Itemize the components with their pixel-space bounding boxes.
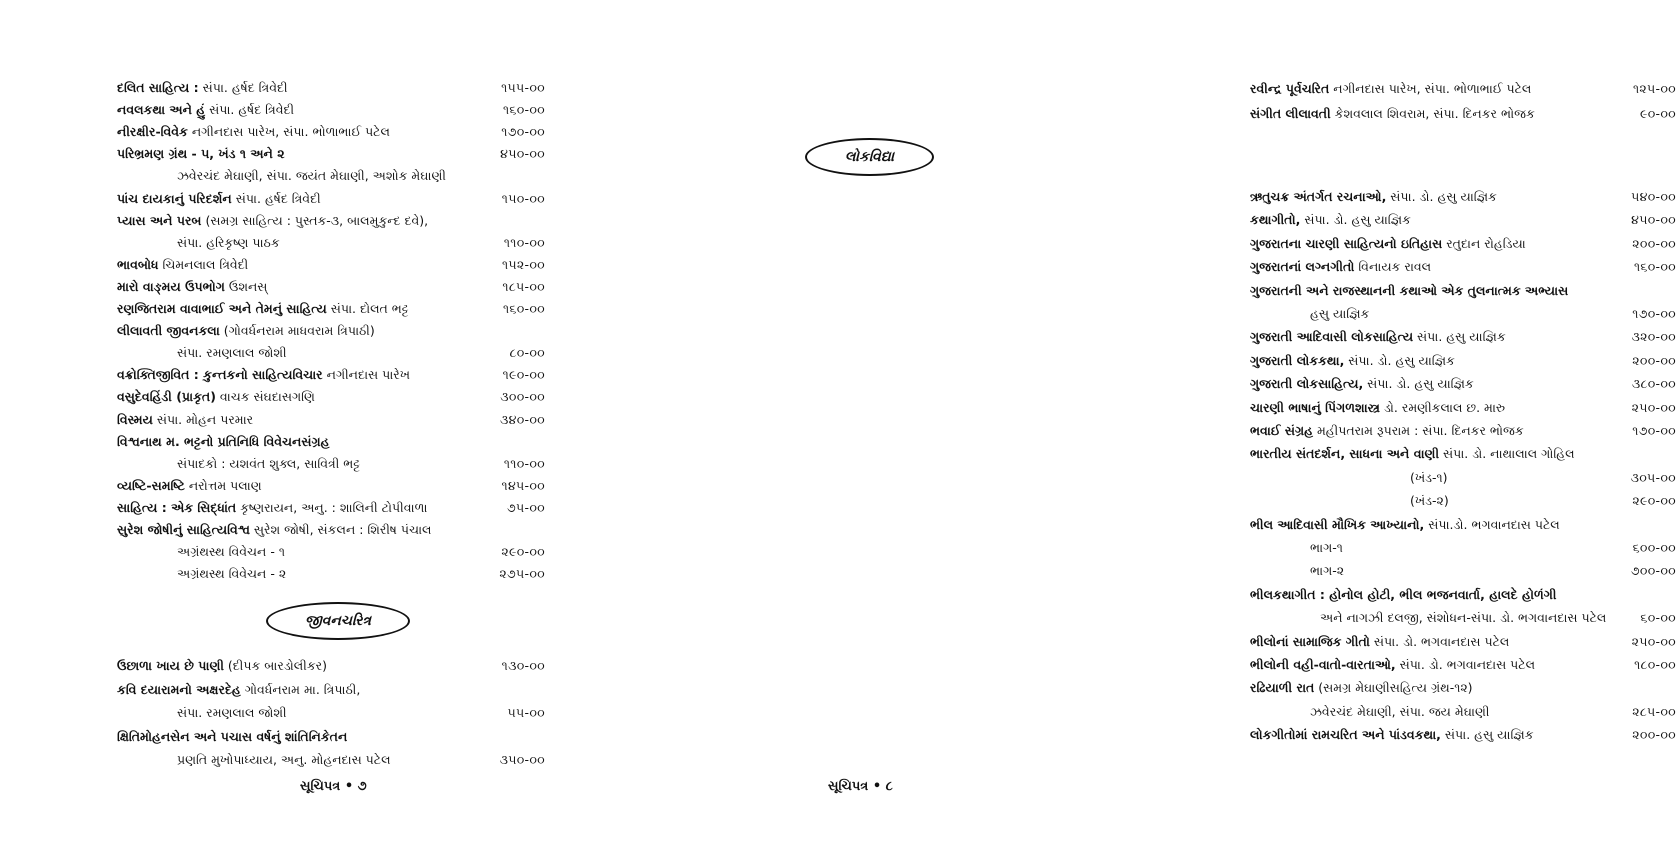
catalog-entry — [117, 142, 545, 166]
entry-text — [117, 76, 288, 100]
entry-text — [117, 748, 391, 772]
entry-price: ૪૫૦-૦૦ — [1631, 212, 1676, 228]
entry-title: વિશ્વનાથ મ. ભટ્ટનો પ્રતિનિધિ વિવેચનસંગ્રહ — [117, 433, 330, 449]
catalog-entry — [117, 363, 545, 387]
catalog-entry — [1250, 513, 1676, 537]
entry-author: સંપા. રમણલાલ જોશી — [177, 705, 287, 720]
entry-author: (દીપક બારડોલીકર) — [223, 658, 328, 673]
catalog-entry — [117, 496, 545, 520]
catalog-entry — [117, 209, 545, 233]
page-footer-left: સૂચિપત્ર • ૭ — [300, 779, 367, 794]
entry-author: સંપા. હરિકૃષ્ણ પાઠક — [177, 234, 280, 250]
catalog-entry — [1250, 653, 1676, 677]
entry-text — [1250, 77, 1531, 101]
entry-price: ૨૦૦-૦૦ — [1632, 352, 1676, 368]
entry-price: ૬૦-૦૦ — [1640, 610, 1676, 626]
entry-price: ૧૧૦-૦૦ — [503, 455, 545, 471]
entry-title: ભીલ આદિવાસી મૌખિક આખ્યાનો, — [1250, 516, 1425, 532]
entry-title: સુરેશ જોષીનું સાહિત્યવિશ્વ — [117, 522, 250, 537]
catalog-entry — [1250, 255, 1676, 279]
entry-price: ૨૯૦-૦૦ — [501, 544, 545, 560]
entry-text — [117, 120, 390, 144]
entry-text — [1250, 349, 1455, 373]
catalog-entry — [1250, 606, 1676, 630]
catalog-entry — [1250, 419, 1676, 443]
catalog-entry — [117, 385, 545, 409]
entry-price: ૫૫-૦૦ — [507, 705, 545, 720]
catalog-entry — [1250, 536, 1676, 560]
entry-text — [117, 209, 428, 233]
entry-author: સુરેશ જોષી, સંકલન : શિરીષ પંચાલ — [249, 522, 432, 537]
entry-title: સંગીત લીલાવતી — [1250, 106, 1331, 121]
entry-text — [117, 231, 280, 255]
entry-author: કૃષ્ણરાયન, અનુ. : શાલિની ટોપીવાળા — [236, 499, 428, 515]
entry-author: નગીનદાસ પારેખ, સંપા. ભોળાભાઈ પટેલ — [187, 124, 390, 140]
entry-author: સંપા. ડો. ભગવાનદાસ પટેલ — [1395, 657, 1536, 672]
entry-title: વિસ્મય — [117, 411, 153, 427]
entry-author: હસુ યાજ્ઞિક — [1310, 306, 1370, 321]
catalog-entry — [117, 253, 545, 277]
entry-author: અને નાગઝી દલજી, સંશોધન-સંપા. ડો. ભગવાનદાસ પટેલ — [1320, 610, 1607, 626]
catalog-entry — [1250, 489, 1676, 513]
entry-title: ગુજરાતની અને રાજસ્થાનની કથાઓ એક તુલનાત્મક અભ્યાસ — [1250, 282, 1569, 298]
entry-author: ચિમનલાલ ત્રિવેદી — [158, 256, 249, 272]
entry-author: ભાગ-૨ — [1310, 563, 1345, 579]
entry-text — [117, 562, 286, 586]
entry-price: ૧૫૫-૦૦ — [501, 80, 545, 95]
entry-text — [1250, 559, 1344, 583]
catalog-entry — [1250, 630, 1676, 654]
catalog-entry — [1250, 723, 1676, 747]
section-heading-label: લોકવિદ્યા — [844, 149, 895, 165]
entry-text — [1250, 279, 1568, 303]
catalog-entry — [117, 748, 545, 772]
entry-text — [117, 275, 267, 299]
entry-text — [117, 385, 315, 409]
entry-price: ૨૫૦-૦૦ — [1631, 399, 1676, 415]
entry-text — [1250, 396, 1505, 420]
entry-text — [117, 452, 360, 476]
entry-text — [117, 701, 287, 725]
entry-text — [117, 654, 327, 678]
entry-author: રતુદાન રોહડિયા — [1442, 235, 1526, 251]
entry-text — [1250, 208, 1411, 232]
entry-text — [117, 142, 285, 166]
catalog-entry — [117, 408, 545, 432]
catalog-entry — [117, 452, 545, 476]
right-page — [600, 0, 1676, 848]
entry-author: મહીપતરામ રૂપરામ : સંપા. દિનકર ભોજક — [1313, 423, 1524, 438]
catalog-entry — [1250, 208, 1676, 232]
catalog-entry — [117, 654, 545, 678]
entry-price: ૧૮૫-૦૦ — [502, 278, 545, 294]
entry-author: સંપા. ડો. હસુ યાજ્ઞિક — [1300, 212, 1411, 228]
entry-price: ૨૮૫-૦૦ — [1632, 703, 1676, 719]
entry-title: ગુજરાતી આદિવાસી લોકસાહિત્ય — [1250, 329, 1414, 345]
catalog-entry — [117, 187, 545, 211]
entry-text — [1250, 466, 1448, 490]
entry-author: સંપાદકો : યશવંત શુક્લ, સાવિત્રી ભટ્ટ — [177, 455, 361, 471]
entry-author: સંપા. હસુ યાજ્ઞિક — [1440, 727, 1534, 743]
entry-title: વસુદેવહિંડી (પ્રાકૃત) — [117, 389, 216, 405]
entry-price: ૨૫૦-૦૦ — [1631, 633, 1676, 649]
entry-text — [117, 474, 262, 498]
entry-price: ૬૦૦-૦૦ — [1632, 540, 1676, 555]
catalog-entry — [117, 341, 545, 365]
catalog-entry — [117, 76, 545, 100]
entry-title: લીલાવતી જીવનકલા — [117, 323, 220, 339]
entry-title: પ્યાસ અને પરબ — [117, 212, 202, 228]
section-heading-label: જીવનચરિત્ર — [305, 613, 371, 629]
entry-text — [1250, 700, 1489, 724]
entry-text — [1250, 676, 1473, 700]
entry-price: ૧૫૦-૦૦ — [501, 190, 545, 206]
catalog-entry — [117, 297, 545, 321]
entry-text — [117, 187, 321, 211]
entry-text — [1250, 102, 1535, 126]
entry-price: ૧૧૦-૦૦ — [503, 234, 545, 250]
catalog-entry — [1250, 349, 1676, 373]
entry-title: દલિત સાહિત્ય : — [117, 80, 199, 95]
catalog-entry — [1250, 372, 1676, 396]
catalog-entry — [1250, 302, 1676, 326]
catalog-entry — [117, 98, 545, 122]
entry-title: ભીલોની વહી-વાતો-વારતાઓ, — [1250, 657, 1396, 672]
entry-price: ૨૭૫-૦૦ — [499, 566, 545, 582]
entry-text — [117, 297, 409, 321]
entry-title: ક્ષિતિમોહનસેન અને પચાસ વર્ષનું શાંતિનિકેતન — [117, 728, 348, 744]
entry-text — [117, 430, 330, 454]
entry-title: રવીન્દ્ર પૂર્વચરિત — [1250, 81, 1330, 96]
entry-price: ૩૫૦-૦૦ — [499, 752, 545, 767]
catalog-entry — [117, 562, 545, 586]
catalog-entry — [1250, 466, 1676, 490]
entry-author: અગ્રંથસ્થ વિવેચન - ૧ — [177, 544, 285, 560]
left-page — [0, 0, 600, 848]
entry-text — [1250, 489, 1449, 513]
catalog-entry — [1250, 442, 1676, 466]
catalog-entry — [1250, 583, 1676, 607]
entry-price: ૭૫-૦૦ — [507, 499, 545, 515]
entry-price: ૩૪૦-૦૦ — [500, 411, 545, 427]
catalog-entry — [117, 725, 545, 749]
catalog-entry — [1250, 77, 1676, 101]
entry-price: ૧૭૦-૦૦ — [501, 124, 545, 140]
entry-text — [117, 253, 248, 277]
catalog-entry — [1250, 559, 1676, 583]
entry-author: સંપા. રમણલાલ જોશી — [177, 345, 287, 361]
entry-price: ૨૦૦-૦૦ — [1632, 727, 1676, 743]
entry-author: અગ્રંથસ્થ વિવેચન - ૨ — [177, 566, 287, 582]
entry-author: (ખંડ-૧) — [1410, 469, 1448, 485]
entry-title: કવિ દયારામનો અક્ષરદેહ — [117, 681, 241, 697]
entry-text — [117, 678, 360, 702]
entry-text — [1250, 723, 1534, 747]
entry-title: નવલકથા અને હું — [117, 102, 206, 118]
entry-title: ભારતીય સંતદર્શન, સાધના અને વાણી — [1250, 446, 1440, 462]
entry-title: વ્યષ્ટિ-સમષ્ટિ — [117, 477, 185, 493]
section-heading-biography — [266, 602, 410, 640]
catalog-entry — [1250, 325, 1676, 349]
catalog-entry — [1250, 396, 1676, 420]
entry-price: ૫૪૦-૦૦ — [1631, 189, 1676, 204]
entry-title: ભાવબોધ — [117, 256, 159, 272]
entry-author: (ગોવર્ધનરામ માધવરામ ત્રિપાઠી) — [219, 323, 375, 339]
entry-text — [1250, 442, 1575, 466]
entry-title: ગુજરાતી લોકસાહિત્ય, — [1250, 376, 1364, 392]
entry-author: સંપા. ડો. હસુ યાજ્ઞિક — [1344, 352, 1455, 368]
entry-text — [1250, 536, 1343, 560]
entry-author: કેશવલાલ શિવરામ, સંપા. દિનકર ભોજક — [1330, 106, 1535, 121]
entry-author: ડો. રમણીકલાલ છ. મારુ — [1379, 399, 1506, 415]
entry-price: ૧૯૦-૦૦ — [502, 367, 545, 383]
entry-author: નરોત્તમ પલાણ — [184, 477, 262, 493]
entry-price: ૧૭૦-૦૦ — [1632, 423, 1676, 438]
entry-text — [117, 540, 285, 564]
entry-text — [117, 319, 375, 343]
entry-price: ૭૦૦-૦૦ — [1630, 563, 1676, 579]
entry-author: ઉશનસ્ — [224, 278, 268, 294]
entry-title: ભવાઈ સંગ્રહ — [1250, 423, 1313, 438]
entry-title: ઋતુચક્ર અંતર્ગત રચનાઓ, — [1250, 189, 1387, 204]
entry-author: ઝવેરચંદ મેઘાણી, સંપા. જયંત મેઘાણી, અશોક મેઘાણી — [177, 168, 446, 184]
entry-text — [117, 496, 427, 520]
catalog-entry — [117, 120, 545, 144]
entry-title: કથાગીતો, — [1250, 212, 1301, 228]
entry-price: ૮૦-૦૦ — [509, 345, 545, 361]
catalog-entry — [117, 474, 545, 498]
catalog-entry — [1250, 279, 1676, 303]
entry-text — [1250, 185, 1497, 209]
entry-text — [117, 363, 410, 387]
entry-price: ૧૬૦-૦૦ — [1633, 259, 1676, 275]
entry-price: ૯૦-૦૦ — [1640, 106, 1676, 121]
entry-text — [1250, 325, 1506, 349]
entry-price: ૪૫૦-૦૦ — [500, 146, 545, 162]
entry-author: સંપા. હર્ષદ ત્રિવેદી — [205, 102, 295, 118]
entry-author: સંપા. ડો. ભગવાનદાસ પટેલ — [1369, 633, 1510, 649]
entry-text — [117, 164, 446, 188]
entry-title: પાંચ દાયકાનું પરિદર્શન — [117, 190, 232, 206]
entry-author: પ્રણતિ મુખોપાધ્યાય, અનુ. મોહનદાસ પટેલ — [177, 752, 391, 767]
entry-title: રઢિયાળી રાત — [1250, 680, 1315, 696]
entry-title: ઉછાળા ખાય છે પાણી — [117, 658, 224, 673]
entry-text — [117, 98, 294, 122]
catalog-entry — [1250, 700, 1676, 724]
catalog-entry — [117, 275, 545, 299]
catalog-entry — [117, 164, 545, 188]
entry-price: ૨૯૦-૦૦ — [1632, 493, 1676, 509]
entry-author: સંપા. ડો. હસુ યાજ્ઞિક — [1363, 376, 1474, 392]
entry-price: ૩૦૦-૦૦ — [500, 389, 545, 405]
entry-text — [1250, 419, 1524, 443]
entry-text — [117, 341, 287, 365]
entry-author: સંપા. દોલત ભટ્ટ — [326, 301, 409, 316]
entry-title: મારો વાઙ્મય ઉપભોગ — [117, 278, 225, 294]
entry-title: ગુજરાતનાં લગ્નગીતો — [1250, 259, 1355, 275]
entry-text — [1250, 302, 1369, 326]
entry-author: (સમગ્ર મેઘાણીસહિત્ય ગ્રંથ-૧૨) — [1314, 680, 1473, 696]
page-footer-right: સૂચિપત્ર • ૮ — [828, 779, 893, 794]
entry-author: નગીનદાસ પારેખ, સંપા. ભોળાભાઈ પટેલ — [1329, 81, 1532, 96]
catalog-entry — [117, 701, 545, 725]
entry-title: નીરક્ષીર-વિવેક — [117, 124, 188, 140]
entry-author: (સમગ્ર સાહિત્ય : પુસ્તક-૩, બાલમુકુન્દ દવે), — [201, 212, 429, 228]
entry-text — [1250, 606, 1606, 630]
entry-author: સંપા. ડો. નાથાલાલ ગોહિલ — [1439, 446, 1575, 462]
entry-title: લોકગીતોમાં રામચરિત અને પાંડવકથા, — [1250, 727, 1441, 743]
catalog-entry — [1250, 185, 1676, 209]
catalog-entry — [117, 540, 545, 564]
entry-text — [1250, 630, 1509, 654]
catalog-entry — [117, 319, 545, 343]
entry-text — [117, 518, 432, 542]
entry-text — [117, 408, 253, 432]
entry-text — [1250, 653, 1535, 677]
entry-text — [117, 725, 347, 749]
entry-price: ૩૮૦-૦૦ — [1631, 376, 1676, 392]
entry-price: ૧૮૦-૦૦ — [1634, 657, 1676, 672]
entry-author: સંપા. ડો. હસુ યાજ્ઞિક — [1386, 189, 1497, 204]
entry-text — [1250, 513, 1560, 537]
entry-price: ૧૭૦-૦૦ — [1632, 306, 1676, 321]
catalog-entry — [1250, 102, 1676, 126]
catalog-entry — [117, 518, 545, 542]
catalog-entry — [1250, 676, 1676, 700]
entry-author: ભાગ-૧ — [1310, 540, 1343, 555]
entry-price: ૩૨૦-૦૦ — [1631, 329, 1676, 345]
entry-author: વિનાયક રાવલ — [1354, 259, 1432, 275]
entry-text — [1250, 583, 1556, 607]
entry-author: સંપા.ડો. ભગવાનદાસ પટેલ — [1424, 516, 1560, 532]
entry-author: સંપા. હસુ યાજ્ઞિક — [1413, 329, 1506, 345]
entry-text — [1250, 255, 1431, 279]
entry-price: ૧૬૦-૦૦ — [502, 102, 545, 118]
entry-price: ૩૦૫-૦૦ — [1630, 469, 1676, 485]
entry-author: ગોવર્ધનરામ મા. ત્રિપાઠી, — [240, 681, 361, 697]
entry-title: ભીલોનાં સામાજિક ગીતો — [1250, 633, 1370, 649]
entry-text — [1250, 232, 1526, 256]
entry-price: ૧૨૫-૦૦ — [1632, 81, 1676, 96]
entry-price: ૧૪૫-૦૦ — [501, 477, 545, 493]
entry-title: રણજિતરામ વાવાભાઈ અને તેમનું સાહિત્ય — [117, 301, 327, 316]
catalog-entry — [1250, 232, 1676, 256]
section-heading-folklore — [805, 138, 934, 176]
entry-author: સંપા. મોહન પરમાર — [152, 411, 254, 427]
entry-author: સંપા. હર્ષદ ત્રિવેદી — [231, 190, 321, 206]
entry-title: ગુજરાતના ચારણી સાહિત્યનો ઇતિહાસ — [1250, 235, 1443, 251]
entry-title: વક્રોક્તિજીવિત : કુન્તકનો સાહિત્યવિચાર — [117, 367, 323, 383]
entry-author: (ખંડ-૨) — [1410, 493, 1449, 509]
entry-title: ગુજરાતી લોકકથા, — [1250, 352, 1345, 368]
entry-price: ૨૦૦-૦૦ — [1632, 235, 1676, 251]
catalog-entry — [117, 231, 545, 255]
entry-title: ભીલકથાગીત : હોનોલ હોટી, ભીલ ભજનવાર્તા, હાલદે હોળંગી — [1250, 586, 1557, 602]
entry-author: નગીનદાસ પારેખ — [322, 367, 411, 383]
entry-price: ૧૬૦-૦૦ — [502, 301, 545, 316]
entry-price: ૧૩૦-૦૦ — [501, 658, 545, 673]
entry-title: પરિભ્રમણ ગ્રંથ - ૫, ખંડ ૧ અને ૨ — [117, 146, 285, 162]
entry-title: સાહિત્ય : એક સિદ્ધાંત — [117, 499, 237, 515]
entry-author: ઝવેરચંદ મેઘાણી, સંપા. જય મેઘાણી — [1310, 703, 1490, 719]
catalog-entry — [117, 430, 545, 454]
entry-price: ૧૫૨-૦૦ — [501, 256, 545, 272]
catalog-entry — [117, 678, 545, 702]
entry-title: ચારણી ભાષાનું પિંગળશાસ્ત્ર — [1250, 399, 1380, 415]
entry-author: સંપા. હર્ષદ ત્રિવેદી — [198, 80, 288, 95]
entry-text — [1250, 372, 1474, 396]
entry-author: વાચક સંઘદાસગણિ — [215, 389, 315, 405]
